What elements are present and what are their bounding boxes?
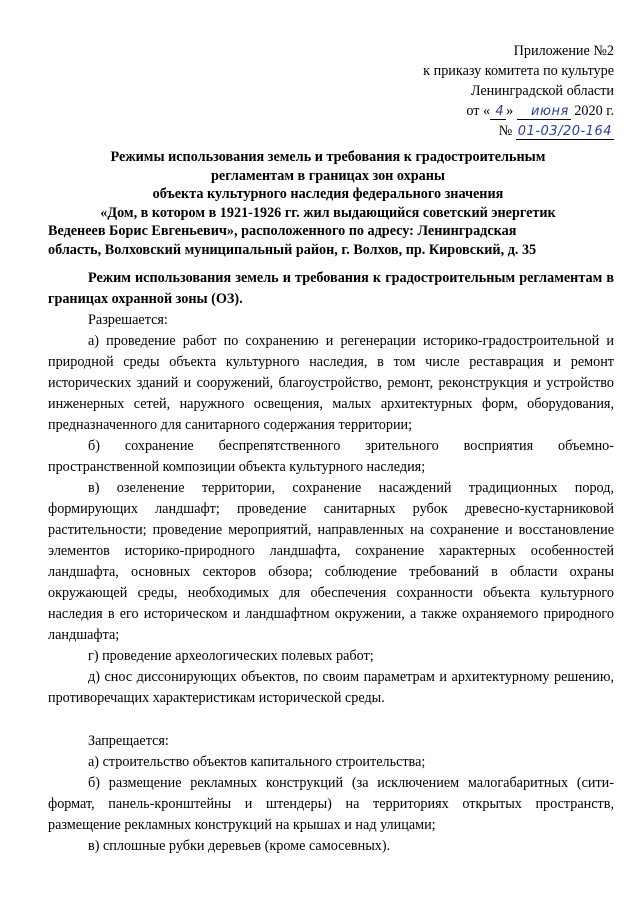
- title-line: регламентам в границах зон охраны: [211, 167, 445, 184]
- allowed-item: в) озеленение территории, сохранение насаждений традиционных пород, формирующих ландшафт; проведение санитарных рубок древесно-кустарниковой растительности; проведение мероприятий, направленных на сохранение и восстановление элементов историко-природного ландшафта, сохранение характерных особенностей ландшафта, основных секторов обзора; соблюдение требований в области охраны окружающей среды, необходимых для обеспечения сохранности объекта культурного наследия в его историческом и ландшафтном окружении, а также охраняемого природного ландшафта;: [48, 480, 614, 643]
- section-heading: Режим использования земель и требования к градостроительным регламентам в границах охранной зоны (ОЗ).: [48, 270, 614, 307]
- document-body: [48, 268, 614, 857]
- title-line: объекта культурного наследия федерального значения: [152, 186, 504, 203]
- forbidden-item: а) строительство объектов капитального строительства;: [88, 754, 426, 770]
- paragraph-gap: [48, 709, 614, 731]
- allowed-item: б) сохранение беспрепятственного зрительного восприятия объемно-пространственной композиции объекта культурного наследия;: [48, 438, 614, 475]
- appendix-date: [314, 101, 614, 121]
- appendix-number: [314, 121, 614, 141]
- date-prefix: от «: [466, 103, 491, 119]
- appendix-header: [314, 41, 614, 141]
- forbidden-item: в) сплошные рубки деревьев (кроме самосевных).: [88, 838, 391, 854]
- date-year: 2020 г.: [574, 103, 614, 119]
- appendix-region: Ленинградской области: [470, 83, 614, 99]
- forbidden-label: Запрещается:: [88, 733, 169, 749]
- handwritten-number: 01-03/20-164: [517, 124, 612, 139]
- title-line: Веденеев Борис Евгеньевич», расположенного по адресу: Ленинградская: [48, 223, 517, 240]
- allowed-item: д) снос диссонирующих объектов, по своим параметрам и архитектурному решению, противоречащих характеристикам исторической среды.: [48, 669, 614, 706]
- allowed-item: а) проведение работ по сохранению и регенерации историко-градостроительной и природной среды объекта культурного наследия, в том числе реставрация и ремонт исторических зданий и сооружений, благоустройство, ремонт, реконструкция и устройство инженерных сетей, наружного освещения, малых архитектурных форм, оборудования, предназначенного для санитарного содержания территории;: [48, 333, 614, 433]
- number-prefix: №: [498, 123, 513, 139]
- document-title: [48, 148, 608, 260]
- date-mid: »: [506, 103, 514, 119]
- title-line: область, Волховский муниципальный район, г. Волхов, пр. Кировский, д. 35: [48, 241, 537, 258]
- appendix-order-ref: к приказу комитета по культуре: [423, 63, 614, 79]
- handwritten-day: 4: [490, 104, 506, 120]
- forbidden-item: б) размещение рекламных конструкций (за исключением малогабаритных (сити-формат, панель-кронштейны и штендеры) на территориях открытых пространств, размещение рекламных конструкций на крышах и над улицами;: [48, 775, 614, 833]
- title-line: Режимы использования земель и требования к градостроительным: [110, 149, 546, 165]
- appendix-title: Приложение №2: [513, 43, 614, 59]
- handwritten-month: июня: [517, 104, 571, 120]
- allowed-item: г) проведение археологических полевых работ;: [88, 648, 374, 664]
- allowed-label: Разрешается:: [88, 312, 168, 328]
- title-line: «Дом, в котором в 1921-1926 гг. жил выдающийся советский энергетик: [100, 204, 556, 221]
